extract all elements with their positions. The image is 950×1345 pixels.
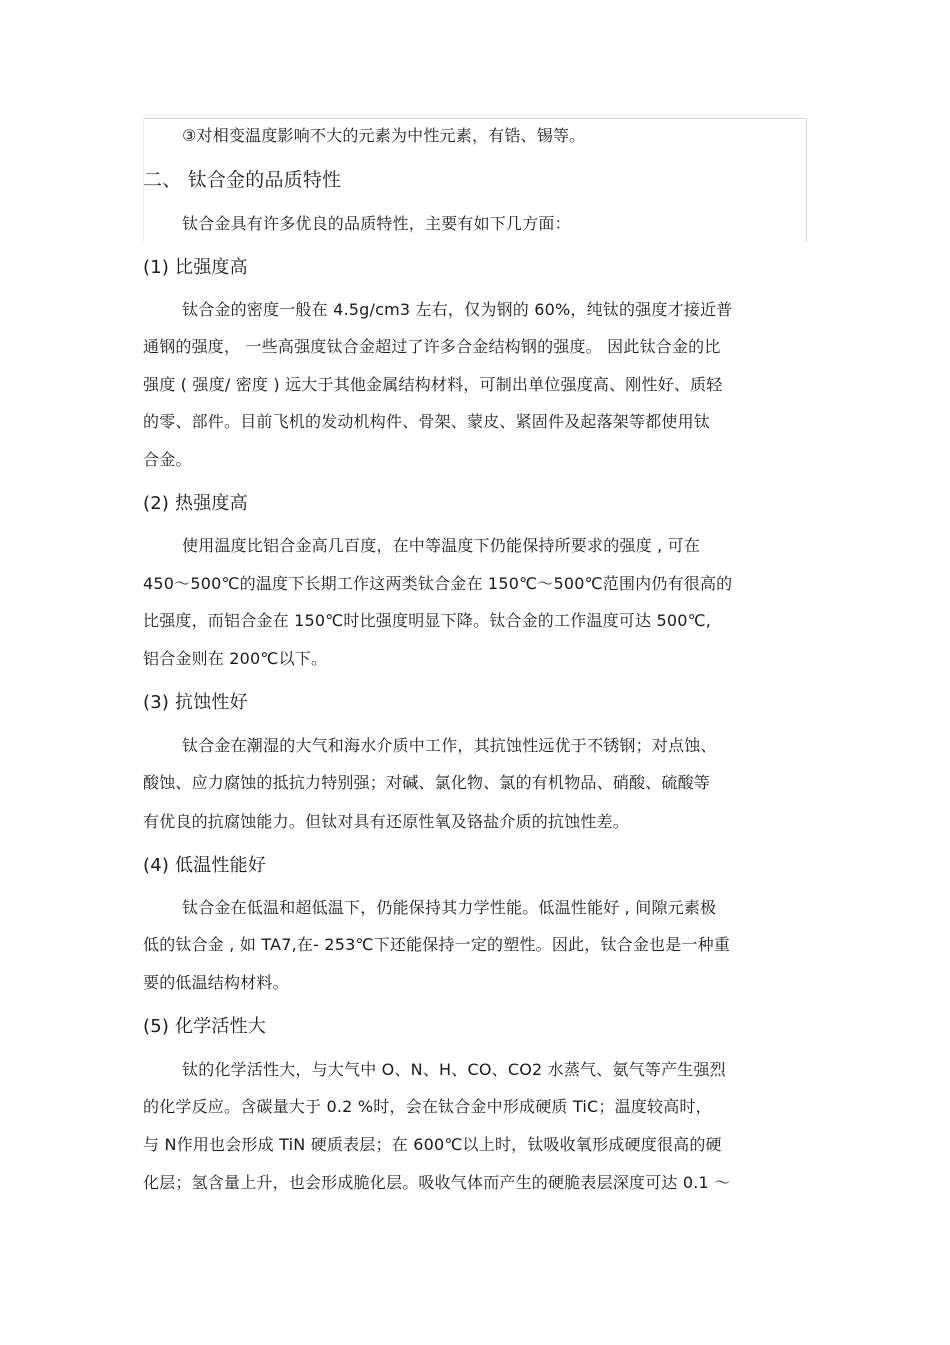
paragraph-line: 酸蚀、应力腐蚀的抵抗力特别强；对碱、氯化物、氯的有机物品、硝酸、硫酸等 <box>143 773 711 792</box>
heading-low-temperature: (4) 低温性能好 <box>143 855 267 876</box>
paragraph-line: 铝合金则在 200℃以下。 <box>143 649 328 668</box>
heading-specific-strength: (1) 比强度高 <box>143 257 248 278</box>
heading-chemical-activity: (5) 化学活性大 <box>143 1016 267 1037</box>
section-intro: 钛合金具有许多优良的品质特性，主要有如下几方面： <box>182 214 571 233</box>
paragraph-line: 钛的化学活性大，与大气中 O、N、H、CO、CO2 水蒸气、氨气等产生强烈 <box>182 1060 726 1079</box>
frame-right-border <box>806 118 807 242</box>
section-title: 二、 钛合金的品质特性 <box>143 169 342 191</box>
paragraph-line: 强度 ( 强度/ 密度 ) 远大于其他金属结构材料，可制出单位强度高、刚性好、质轻 <box>143 375 723 394</box>
paragraph-line: 化层；氢含量上升，也会形成脆化层。吸收气体而产生的硬脆表层深度可达 0.1 ～ <box>143 1173 731 1192</box>
heading-corrosion-resistance: (3) 抗蚀性好 <box>143 692 248 713</box>
paragraph-line: 钛合金在潮湿的大气和海水介质中工作，其抗蚀性远优于不锈钢；对点蚀、 <box>182 736 717 755</box>
intro-item: ③对相变温度影响不大的元素为中性元素，有锆、锡等。 <box>182 126 586 145</box>
paragraph-line: 的化学反应。含碳量大于 0.2 %时，会在钛合金中形成硬质 TiC；温度较高时， <box>143 1097 712 1116</box>
paragraph-line: 钛合金在低温和超低温下，仍能保持其力学性能。低温性能好 , 间隙元素极 <box>182 898 717 917</box>
paragraph-line: 有优良的抗腐蚀能力。但钛对具有还原性氧及铬盐介质的抗蚀性差。 <box>143 812 630 831</box>
paragraph-line: 使用温度比铝合金高几百度，在中等温度下仍能保持所要求的强度 , 可在 <box>182 536 701 555</box>
paragraph-line: 450～500℃的温度下长期工作这两类钛合金在 150℃～500℃范围内仍有很高的 <box>143 574 733 593</box>
paragraph-line: 钛合金的密度一般在 4.5g/cm3 左右，仅为钢的 60%，纯钛的强度才接近普 <box>182 300 733 319</box>
heading-heat-strength: (2) 热强度高 <box>143 493 248 514</box>
paragraph-line: 低的钛合金 , 如 TA7,在- 253℃下还能保持一定的塑性。因此，钛合金也是一种重 <box>143 935 731 954</box>
paragraph-line: 与 N作用也会形成 TiN 硬质表层；在 600℃以上时，钛吸收氧形成硬度很高的硬 <box>143 1135 722 1154</box>
paragraph-line: 要的低温结构材料。 <box>143 973 289 992</box>
frame-top-border <box>143 118 807 119</box>
paragraph-line: 的零、部件。目前飞机的发动机构件、骨架、蒙皮、紧固件及起落架等都使用钛 <box>143 412 711 431</box>
paragraph-line: 合金。 <box>143 450 192 469</box>
paragraph-line: 通钢的强度， 一些高强度钛合金超过了许多合金结构钢的强度。 因此钛合金的比 <box>143 337 721 356</box>
paragraph-line: 比强度，而铝合金在 150℃时比强度明显下降。钛合金的工作温度可达 500℃, <box>143 611 712 630</box>
